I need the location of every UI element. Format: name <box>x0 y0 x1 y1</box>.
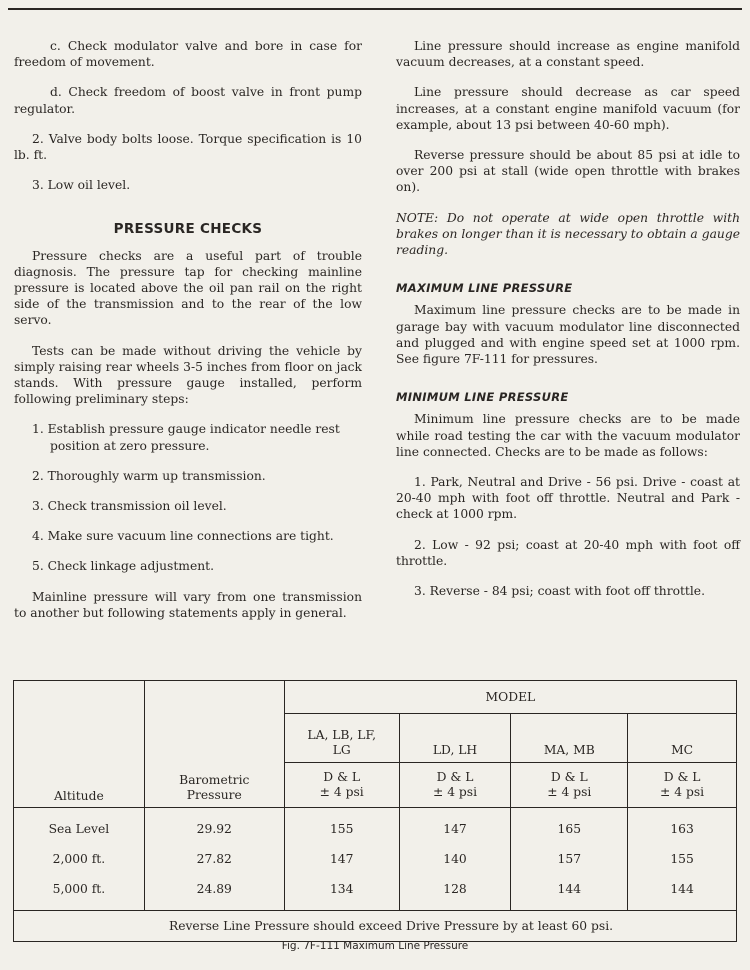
table-row <box>14 844 737 874</box>
value-cell: 147 <box>284 844 399 874</box>
note: NOTE: Do not operate at wide open throttle with brakes on longer than it is necessary to obtain a gauge reading. <box>396 210 740 258</box>
model-header: MODEL <box>284 681 736 714</box>
value-cell: 134 <box>284 874 399 911</box>
value-cell: 163 <box>628 808 737 845</box>
pressure-checks-para: Pressure checks are a useful part of trouble diagnosis. The pressure tap for checking mainline pressure is located above the oil pan rail on the right side of the transmission and to the rear of the low servo. <box>14 248 362 328</box>
min-item-1: 1. Park, Neutral and Drive - 56 psi. Drive - coast at 20-40 mph with foot off throttle. Neutral and Park - check at 1000 rpm. <box>396 475 740 522</box>
value-cell: 157 <box>511 844 628 874</box>
dl-label: D & L <box>323 770 361 784</box>
value-cell: 155 <box>628 844 737 874</box>
min-line-pressure-para: Minimum line pressure checks are to be made while road testing the car with the vacuum modulator line connected. Checks are to be made as follows: <box>396 412 740 459</box>
min-item-2: 2. Low - 92 psi; coast at 20-40 mph with foot off throttle. <box>396 537 740 568</box>
min-item-3: 3. Reverse - 84 psi; coast with foot off throttle. <box>414 584 705 599</box>
left-column <box>14 38 362 635</box>
item-3: 3. Low oil level. <box>32 178 131 193</box>
value-cell: 147 <box>399 808 511 845</box>
item-c: c. Check modulator valve and bore in case for freedom of movement. <box>14 39 362 70</box>
dl-label: D & L <box>550 770 588 784</box>
table-footer-note: Reverse Line Pressure should exceed Drive Pressure by at least 60 psi. <box>14 911 737 942</box>
step-4: 4. Make sure vacuum line connections are tight. <box>32 529 334 544</box>
tolerance: ± 4 psi <box>660 785 705 799</box>
item-2: 2. Valve body bolts loose. Torque specification is 10 lb. ft. <box>14 131 362 163</box>
engine-header-4: MC <box>628 714 737 763</box>
value-cell: 144 <box>628 874 737 911</box>
dl-header-4 <box>628 763 737 808</box>
engine-header-2: LD, LH <box>399 714 511 763</box>
min-line-pressure-heading: MINIMUM LINE PRESSURE <box>396 390 569 405</box>
tolerance: ± 4 psi <box>547 785 592 799</box>
top-rule <box>8 8 742 10</box>
tolerance: ± 4 psi <box>432 785 478 799</box>
altitude-header: Altitude <box>14 681 145 808</box>
item-d: d. Check freedom of boost valve in front pump regulator. <box>14 85 362 116</box>
reverse-pressure: Reverse pressure should be about 85 psi at idle to over 200 psi at stall (wide open throttle with brakes on). <box>396 148 740 195</box>
max-line-pressure-para: Maximum line pressure checks are to be made in garage bay with vacuum modulator line disconnected and plugged and with engine speed set at 1000 rpm. See figure 7F-111 for pressures. <box>396 303 740 367</box>
altitude-cell: 5,000 ft. <box>14 874 145 911</box>
step-1: 1. Establish pressure gauge indicator needle rest position at zero pressure. <box>32 422 340 453</box>
step-2: 2. Thoroughly warm up transmission. <box>32 468 266 483</box>
dl-label: D & L <box>663 770 701 784</box>
table-row <box>14 808 737 845</box>
altitude-cell: Sea Level <box>14 808 145 845</box>
barometric-cell: 29.92 <box>144 808 284 845</box>
dl-label: D & L <box>436 770 474 784</box>
altitude-cell: 2,000 ft. <box>14 844 145 874</box>
line-pressure-increase: Line pressure should increase as engine manifold vacuum decreases, at a constant speed. <box>396 39 740 70</box>
dl-header-1 <box>284 763 399 808</box>
step-5: 5. Check linkage adjustment. <box>32 559 215 574</box>
step-3: 3. Check transmission oil level. <box>32 499 227 514</box>
pressure-checks-heading: PRESSURE CHECKS <box>113 221 263 238</box>
max-line-pressure-heading: MAXIMUM LINE PRESSURE <box>396 281 573 296</box>
dl-header-3 <box>511 763 628 808</box>
engine-header-1: LA, LB, LF, LG <box>284 714 399 763</box>
value-cell: 144 <box>511 874 628 911</box>
table-row <box>14 874 737 911</box>
value-cell: 140 <box>399 844 511 874</box>
barometric-cell: 24.89 <box>144 874 284 911</box>
barometric-cell: 27.82 <box>144 844 284 874</box>
dl-header-2 <box>399 763 511 808</box>
value-cell: 165 <box>511 808 628 845</box>
value-cell: 155 <box>284 808 399 845</box>
mainline-para: Mainline pressure will vary from one transmission to another but following statements apply in general. <box>14 589 362 620</box>
tolerance: ± 4 psi <box>319 785 364 799</box>
value-cell: 128 <box>399 874 511 911</box>
right-column <box>396 38 740 613</box>
line-pressure-decrease: Line pressure should decrease as car speed increases, at a constant engine manifold vacuum (for example, about 13 psi between 40-60 mph). <box>396 85 740 132</box>
engine-header-3: MA, MB <box>511 714 628 763</box>
barometric-header: Barometric Pressure <box>144 681 284 808</box>
tests-para: Tests can be made without driving the vehicle by simply raising rear wheels 3-5 inches from floor on jack stands. With pressure gauge installed, perform following preliminary steps: <box>14 343 362 407</box>
figure-caption: Fig. 7F-111 Maximum Line Pressure <box>281 940 469 952</box>
max-line-pressure-table <box>13 680 737 942</box>
